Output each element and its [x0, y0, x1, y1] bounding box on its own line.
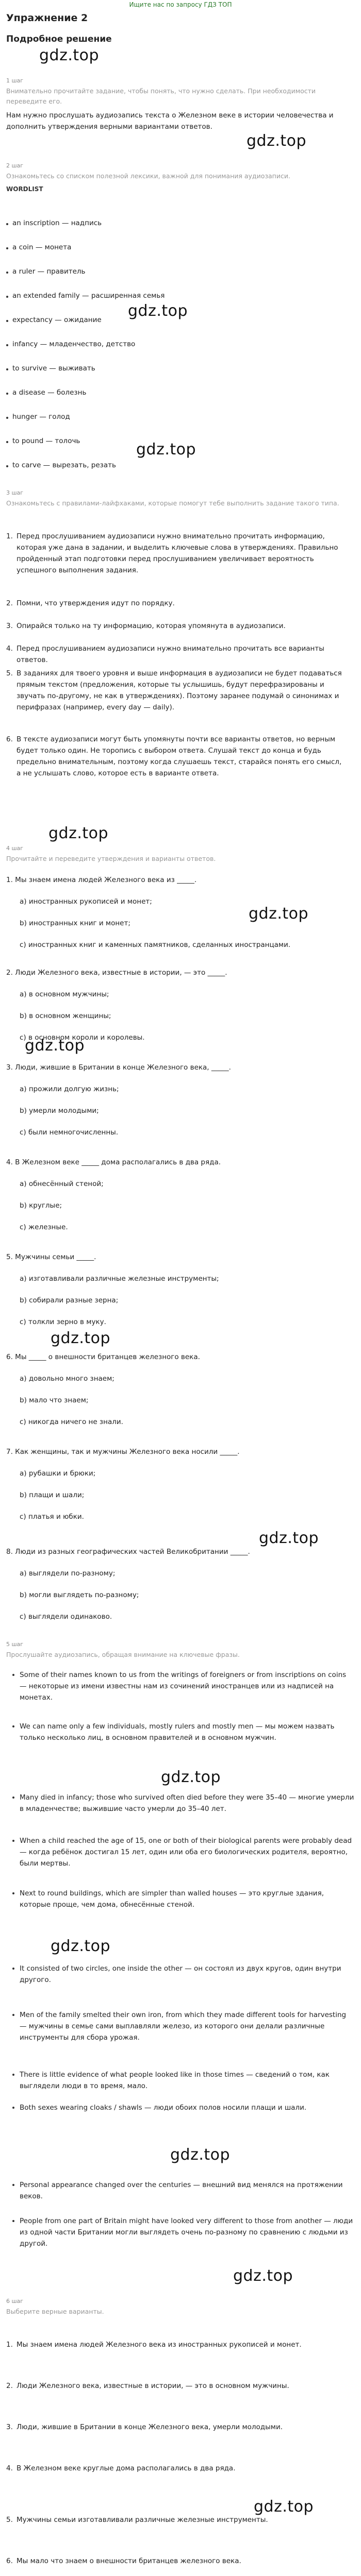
option: a) иностранных рукописей и монет;	[20, 897, 152, 906]
answer-sentence: 1. Мы знаем имена людей Железного века из иностранных рукописей и монет.	[6, 2341, 302, 2349]
vocab-item: an inscription — надпись	[12, 219, 102, 227]
vocab-item: a disease — болезнь	[12, 388, 87, 397]
watermark: gdz.top	[39, 46, 100, 64]
listening-phrase: Men of the family smelted their own iron, from which they made different tools for harvesting — мужчины в семье сами выплавляли железо, из которого они делали различные инструменты для сбора урожая.	[20, 2009, 355, 2043]
watermark: gdz.top	[25, 1037, 85, 1055]
watermark: gdz.top	[51, 1937, 111, 1955]
listening-phrase: Many died in infancy; those who survived often died before they were 35–40 — многие умерли в младенчестве; выжившие часто умерли до 35–40 лет.	[20, 1792, 355, 1815]
tip-item: 3. Опирайся только на ту информацию, которая упомянута в аудиозаписи.	[6, 622, 286, 630]
option: b) в основном женщины;	[20, 1012, 111, 1020]
tip-item: 2. Помни, что утверждения идут по порядку.	[6, 599, 175, 607]
watermark: gdz.top	[233, 2267, 293, 2285]
watermark: gdz.top	[136, 440, 196, 459]
option: b) мало что знаем;	[20, 1396, 89, 1404]
option: b) иностранных книг и монет;	[20, 919, 130, 927]
step-description: Выберите верные варианты.	[6, 2308, 104, 2315]
question: 8. Люди из разных географических частей Великобритании _____.	[6, 1548, 250, 1556]
option: a) рубашки и брюки;	[20, 1469, 96, 1478]
option: c) никогда ничего не знали.	[20, 1418, 123, 1426]
step-label: 6 шаг	[6, 2298, 24, 2304]
watermark: gdz.top	[247, 132, 307, 150]
option: b) плащи и шали;	[20, 1491, 85, 1499]
listening-phrase: It consisted of two circles, one inside the other — он состоял из двух кругов, один внутри другого.	[20, 1963, 355, 1986]
listening-phrase: Both sexes wearing cloaks / shawls — люди обоих полов носили плащи и шали.	[20, 2102, 355, 2113]
vocab-item: to survive — выживать	[12, 364, 95, 372]
listening-phrase: Personal appearance changed over the centuries — внешний вид менялся на протяжении веков.	[20, 2179, 355, 2202]
question: 5. Мужчины семьи _____.	[6, 1253, 96, 1261]
watermark: gdz.top	[48, 824, 109, 842]
option: a) изготавливали различные железные инструменты;	[20, 1275, 219, 1283]
step-description: Ознакомьтесь с правилами-лайфхаками, которые помогут тебе выполнить задание такого типа.	[6, 499, 339, 507]
option: b) круглые;	[20, 1201, 62, 1210]
listening-phrase: When a child reached the age of 15, one or both of their biological parents were probably dead — когда ребёнок достигал 15 лет, один или оба его биологических родителя, вероятно, были мертвы.	[20, 1835, 355, 1869]
question: 1. Мы знаем имена людей Железного века из _____.	[6, 876, 197, 884]
vocab-item: to carve — вырезать, резать	[12, 461, 116, 469]
wordlist-heading: WORDLIST	[6, 185, 43, 193]
tip-item: 4. Перед прослушиванием аудиозаписи нужно внимательно прочитать все варианты ответов.	[6, 645, 324, 664]
listening-phrase: Some of their names known to us from the writings of foreigners or from inscriptions on coins — некоторые из имени известны нам из сочинений иностранцев или из надписей на монетах.	[20, 1669, 355, 1703]
vocab-item: an extended family — расширенная семья	[12, 292, 165, 300]
step-text: Нам нужно прослушать аудиозапись текста о Железном веке в истории человечества и дополнить утверждения верными вариантами ответов.	[6, 111, 334, 131]
watermark: gdz.top	[170, 2146, 231, 2164]
answer-sentence: 3. Люди, жившие в Британии в конце Железного века, умерли молодыми.	[6, 2423, 283, 2431]
answer-sentence: 6. Мы мало что знаем о внешности британцев железного века.	[6, 2557, 241, 2565]
answer-sentence: 5. Мужчины семьи изготавливали различные железные инструменты.	[6, 2516, 268, 2524]
option: b) умерли молодыми;	[20, 1107, 99, 1115]
watermark: gdz.top	[51, 1329, 111, 1347]
option: a) обнесённый стеной;	[20, 1180, 104, 1188]
listening-phrase: Next to round buildings, which are simpler than walled houses — это круглые здания, которые проще, чем дома, обнесённые стеной.	[20, 1888, 355, 1910]
step-label: 5 шаг	[6, 1641, 24, 1648]
step-label: 2 шаг	[6, 162, 24, 169]
option: c) иностранных книг и каменных памятников, сделанных иностранцами.	[20, 941, 291, 949]
answer-sentence: 4. В Железном веке круглые дома располагались в два ряда.	[6, 2464, 236, 2472]
tip-item: 5. В заданиях для твоего уровня и выше информация в аудиозаписи не будет подаваться прямым текстом (предложения, которые ты услышишь, будут перефразированы и звучать по-другому, не как в утверждениях). Поэтому заранее подумай о синонимах и перифразах (например, every day — daily).	[6, 669, 342, 711]
watermark: gdz.top	[254, 2498, 314, 2516]
question: 7. Как женщины, так и мужчины Железного века носили _____.	[6, 1448, 240, 1456]
vocab-item: to pound — толочь	[12, 437, 80, 445]
watermark: gdz.top	[161, 1768, 221, 1786]
listening-phrase: People from one part of Britain might have looked very different to those from another — люди из одной части Британии могли выглядеть очень по-разному по сравнению с людьми из другой.	[20, 2215, 355, 2249]
top-notice: Ищите нас по запросу ГДЗ ТОП	[129, 1, 232, 8]
option: b) могли выглядеть по-разному;	[20, 1591, 139, 1599]
option: c) были немногочисленны.	[20, 1128, 119, 1137]
listening-phrase: There is little evidence of what people looked like in those times — сведений о том, как выглядели люди в то время, мало.	[20, 2069, 355, 2092]
question: 2. Люди Железного века, известные в истории, — это _____.	[6, 969, 227, 977]
section-title: Подробное решение	[6, 34, 112, 44]
step-label: 3 шаг	[6, 489, 24, 496]
vocab-item: a coin — монета	[12, 243, 72, 251]
listening-phrase: We can name only a few individuals, mostly rulers and mostly men — мы можем назвать только несколько лиц, в основном правителей и в основном мужчин.	[20, 1721, 355, 1743]
step-label: 4 шаг	[6, 845, 24, 852]
vocab-item: hunger — голод	[12, 413, 70, 421]
step-description: Прослушайте аудиозапись, обращая внимание на ключевые фразы.	[6, 1651, 240, 1658]
page-title: Упражнение 2	[6, 12, 88, 24]
question: 4. В Железном веке _____ дома располагались в два ряда.	[6, 1158, 221, 1166]
option: c) толкли зерно в муку.	[20, 1318, 106, 1326]
watermark: gdz.top	[128, 302, 188, 320]
option: a) выглядели по-разному;	[20, 1569, 116, 1578]
question: 3. Люди, жившие в Британии в конце Железного века, _____.	[6, 1063, 231, 1072]
vocab-item: a ruler — правитель	[12, 267, 86, 276]
vocab-item: infancy — младенчество, детство	[12, 340, 136, 348]
option: a) в основном мужчины;	[20, 990, 109, 998]
option: c) железные.	[20, 1223, 68, 1231]
step-label: 1 шаг	[6, 77, 24, 84]
tip-item: 6. В тексте аудиозаписи могут быть упомянуты почти все варианты ответов, но верным будет только один. Не торопись с выбором ответа. Слушай текст до конца и будь предельно внимательным, поэтому когда слушаешь текст, старайся понять его смысл, а не услышать слово, которое есть в варианте ответа.	[6, 735, 342, 777]
option: a) прожили долгую жизнь;	[20, 1085, 119, 1093]
option: c) в основном короли и королевы.	[20, 1033, 145, 1042]
step-description: Ознакомьтесь со списком полезной лексики, важной для понимания аудиозаписи.	[6, 172, 290, 180]
question: 6. Мы _____ о внешности британцев железного века.	[6, 1353, 200, 1361]
option: c) платья и юбки.	[20, 1513, 84, 1521]
option: c) выглядели одинаково.	[20, 1613, 112, 1621]
answer-sentence: 2. Люди Железного века, известные в истории, — это в основном мужчины.	[6, 2382, 289, 2390]
tip-item: 1. Перед прослушиванием аудиозаписи нужно внимательно прочитать информацию, которая уже дана в задании, и выделить ключевые слова в утверждениях. Правильно пройденный этап подготовки перед прослушиванием увеличивает вероятность успешного выполнения задания.	[6, 532, 338, 574]
watermark: gdz.top	[259, 1529, 319, 1547]
step-description: Внимательно прочитайте задание, чтобы понять, что нужно сделать. При необходимости переведите его.	[6, 87, 316, 105]
option: a) довольно много знаем;	[20, 1375, 114, 1383]
option: b) собирали разные зерна;	[20, 1296, 119, 1304]
watermark: gdz.top	[249, 905, 309, 923]
step-description: Прочитайте и переведите утверждения и варианты ответов.	[6, 855, 216, 862]
vocab-item: expectancy — ожидание	[12, 316, 102, 324]
